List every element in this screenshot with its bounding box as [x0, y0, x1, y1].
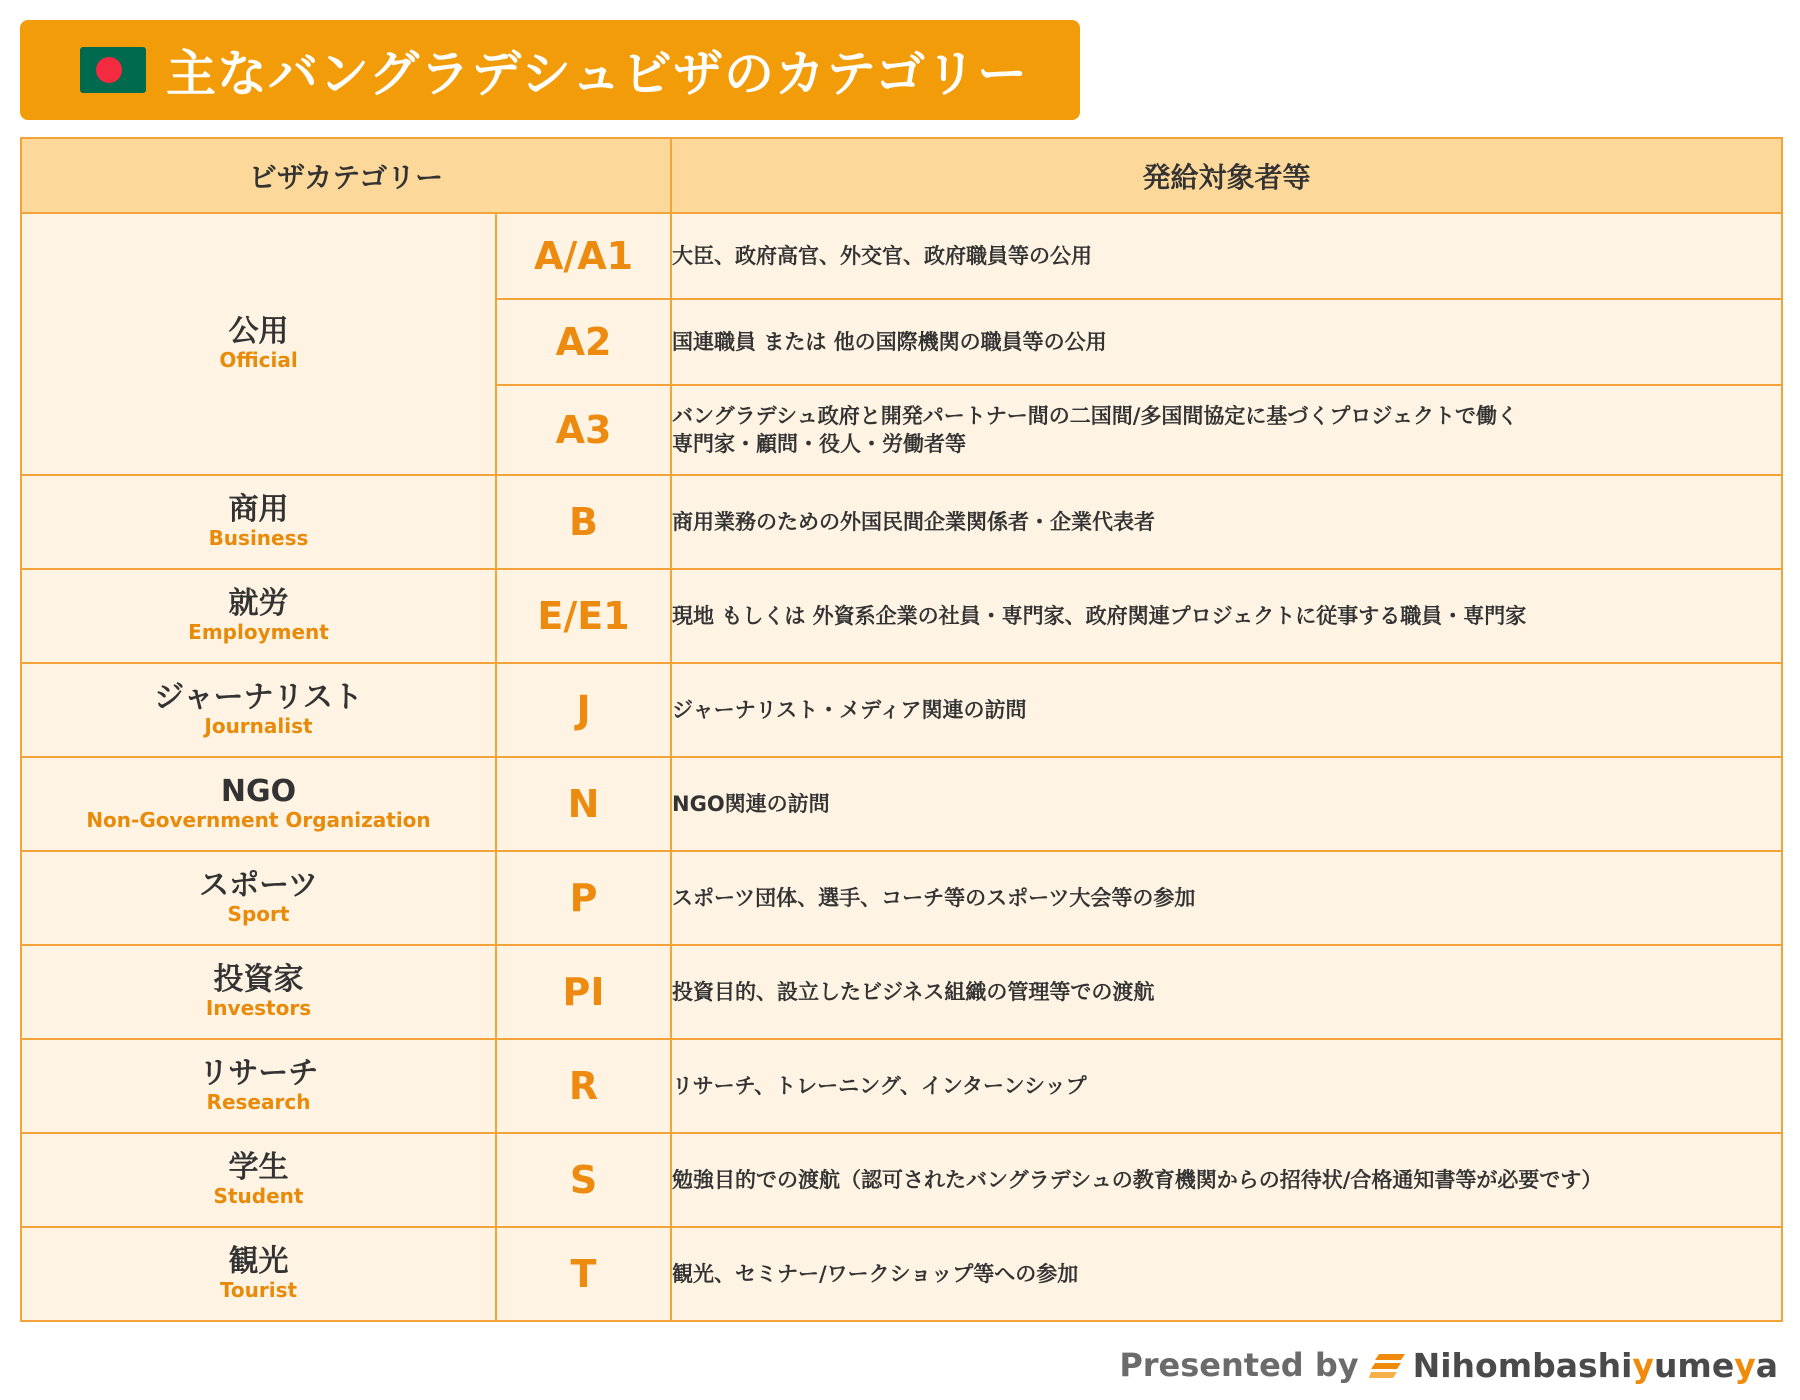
nihombashiyumeya-logo-icon — [1369, 1350, 1407, 1380]
category-name-en: Non-Government Organization — [86, 808, 431, 832]
category-cell — [21, 569, 496, 663]
visa-code: B — [496, 475, 671, 569]
brand-name-part: a — [1755, 1345, 1778, 1385]
bangladesh-flag-icon — [80, 47, 146, 93]
visa-code: A/A1 — [496, 213, 671, 299]
category-cell — [21, 663, 496, 757]
table-row — [21, 475, 1782, 569]
visa-description-line: 専門家・顧問・役人・労働者等 — [672, 432, 967, 456]
category-cell — [21, 1133, 496, 1227]
brand-name — [1413, 1346, 1778, 1385]
table-row — [21, 1133, 1782, 1227]
table-header-row — [21, 138, 1782, 213]
category-cell — [21, 1227, 496, 1321]
category-cell — [21, 1039, 496, 1133]
category-name-jp: 商用 — [228, 492, 289, 527]
table-row — [21, 1039, 1782, 1133]
table-row — [21, 663, 1782, 757]
visa-description-line: バングラデシュ政府と開発パートナー間の二国間/多国間協定に基づくプロジェクトで働く — [672, 404, 1519, 428]
category-cell — [21, 475, 496, 569]
visa-code: E/E1 — [496, 569, 671, 663]
visa-code: J — [496, 663, 671, 757]
category-name-en: Investors — [205, 996, 312, 1020]
category-name-jp: ジャーナリスト — [154, 680, 363, 715]
brand-name-part: ume — [1653, 1345, 1735, 1385]
table-row — [21, 569, 1782, 663]
visa-description: 大臣、政府高官、外交官、政府職員等の公用 — [671, 213, 1782, 299]
category-name-en: Journalist — [204, 714, 313, 738]
visa-code: P — [496, 851, 671, 945]
category-name-en: Research — [206, 1090, 311, 1114]
category-name-jp: 観光 — [228, 1244, 289, 1279]
visa-description: 勉強目的での渡航（認可されたバングラデシュの教育機関からの招待状/合格通知書等が必要です） — [671, 1133, 1782, 1227]
title-banner — [20, 20, 1080, 120]
visa-description: NGO関連の訪問 — [671, 757, 1782, 851]
category-name-en: Sport — [227, 902, 290, 926]
visa-description: 投資目的、設立したビジネス組織の管理等での渡航 — [671, 945, 1782, 1039]
visa-code: PI — [496, 945, 671, 1039]
table-row — [21, 1227, 1782, 1321]
visa-description: 商用業務のための外国民間企業関係者・企業代表者 — [671, 475, 1782, 569]
visa-description: 観光、セミナー/ワークショップ等への参加 — [671, 1227, 1782, 1321]
brand-name-part: Nihombashi — [1412, 1345, 1633, 1385]
visa-code: S — [496, 1133, 671, 1227]
visa-description: ジャーナリスト・メディア関連の訪問 — [671, 663, 1782, 757]
category-name-jp: 就労 — [228, 586, 289, 621]
visa-code: T — [496, 1227, 671, 1321]
category-name-en: Student — [213, 1184, 304, 1208]
visa-description: スポーツ団体、選手、コーチ等のスポーツ大会等の参加 — [671, 851, 1782, 945]
category-name-en: Tourist — [219, 1278, 298, 1302]
visa-description: 国連職員 または 他の国際機関の職員等の公用 — [671, 299, 1782, 385]
category-name-jp: 学生 — [228, 1150, 289, 1185]
category-name-jp: リサーチ — [198, 1056, 319, 1091]
visa-code: R — [496, 1039, 671, 1133]
table-row — [21, 851, 1782, 945]
brand-name-highlight: y — [1632, 1345, 1654, 1385]
visa-code: N — [496, 757, 671, 851]
visa-description: リサーチ、トレーニング、インターンシップ — [671, 1039, 1782, 1133]
category-name-jp: 公用 — [228, 314, 289, 349]
category-name-jp: スポーツ — [199, 868, 318, 903]
visa-code: A2 — [496, 299, 671, 385]
table-row — [21, 213, 1782, 299]
column-header-eligible: 発給対象者等 — [671, 138, 1782, 213]
category-name-jp: NGO — [220, 774, 297, 809]
footer-credit — [1119, 1342, 1778, 1388]
visa-category-table — [20, 137, 1783, 1322]
column-header-category: ビザカテゴリー — [21, 138, 671, 213]
category-cell — [21, 945, 496, 1039]
category-name-en: Business — [208, 526, 309, 550]
category-cell — [21, 757, 496, 851]
visa-description: 現地 もしくは 外資系企業の社員・専門家、政府関連プロジェクトに従事する職員・専門家 — [671, 569, 1782, 663]
category-name-jp: 投資家 — [213, 962, 304, 997]
visa-description — [671, 385, 1782, 475]
category-name-en: Official — [219, 348, 298, 372]
category-cell-official — [21, 213, 496, 475]
brand-name-highlight: y — [1734, 1345, 1756, 1385]
table-row — [21, 757, 1782, 851]
page-title: 主なバングラデシュビザのカテゴリー — [166, 45, 1028, 103]
category-cell — [21, 851, 496, 945]
visa-code: A3 — [496, 385, 671, 475]
table-row — [21, 945, 1782, 1039]
presented-by-label: Presented by — [1119, 1346, 1359, 1384]
category-name-en: Employment — [188, 620, 329, 644]
